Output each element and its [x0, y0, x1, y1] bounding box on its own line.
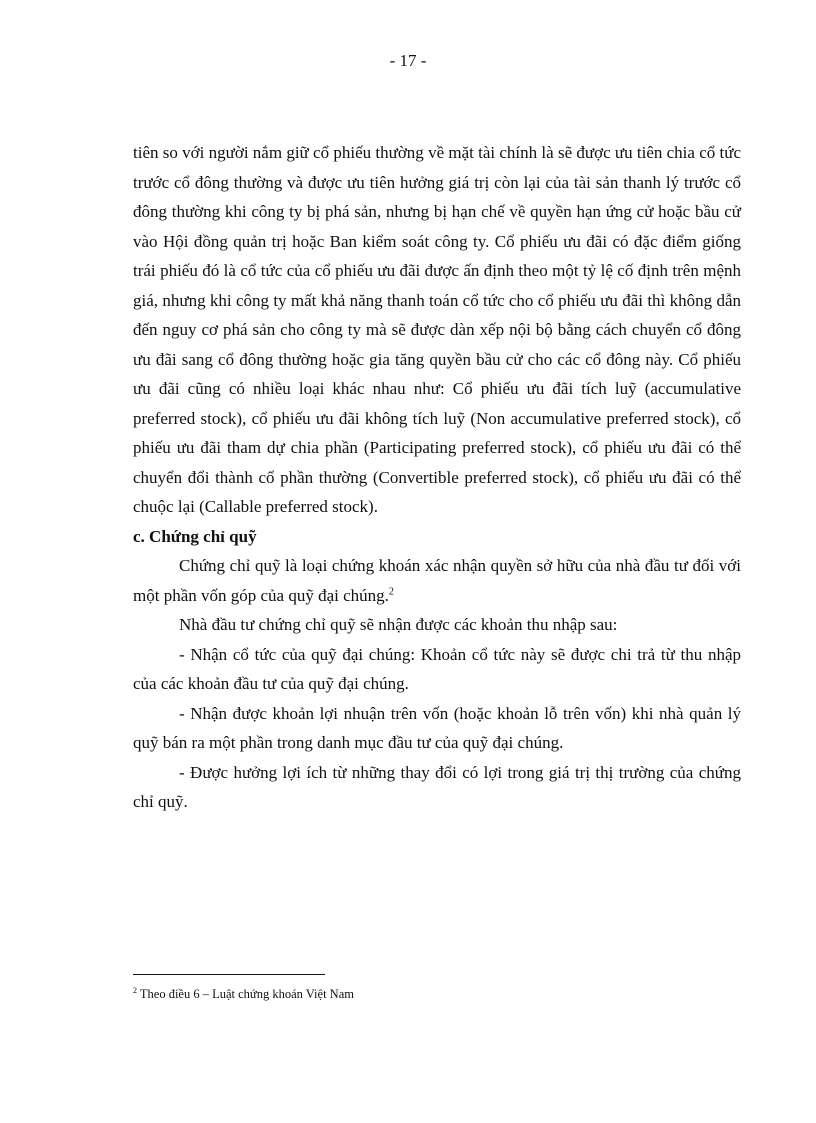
paragraph-fund-certificate-definition [133, 551, 741, 610]
footnote [133, 986, 741, 1002]
footnote-number: 2 [133, 985, 137, 995]
body-text [133, 138, 741, 817]
footnote-divider [133, 974, 325, 975]
footnote-text: Theo điều 6 – Luật chứng khoán Việt Nam [137, 987, 354, 1001]
paragraph-income-intro: Nhà đầu tư chứng chỉ quỹ sẽ nhận được các khoản thu nhập sau: [179, 615, 618, 634]
page-number: - 17 - [389, 51, 427, 70]
list-item-market-value: - Được hưởng lợi ích từ những thay đổi có lợi trong giá trị thị trường của chứng chỉ quỹ. [133, 762, 741, 811]
section-heading-fund-certificate: c. Chứng chỉ quỹ [133, 526, 257, 546]
paragraph-preferred-stock: tiên so với người nắm giữ cổ phiếu thường về mặt tài chính là sẽ được ưu tiên chia cổ tức trước cổ đông thường và được ưu tiên hưởng giá trị còn lại của tài sản thanh lý trước cổ đông thường khi công ty bị phá sản, nhưng bị hạn chế về quyền hạn ứng cử hoặc bầu cử vào Hội đồng quản trị hoặc Ban kiểm soát công ty. Cổ phiếu ưu đãi có đặc điểm giống trái phiếu đó là cổ tức của cổ phiếu ưu đãi được ấn định theo một tỷ lệ cố định trên mệnh giá, nhưng khi công ty mất khả năng thanh toán cổ tức cho cổ phiếu ưu đãi thì không dẫn đến nguy cơ phá sản cho công ty mà sẽ được dàn xếp nội bộ bằng cách chuyển cổ đông ưu đãi sang cổ đông thường hoặc gia tăng quyền bầu cử cho các cổ đông này. Cổ phiếu ưu đãi cũng có nhiều loại khác nhau như: Cổ phiếu ưu đãi tích luỹ (accumulative preferred stock), cổ phiếu ưu đãi không tích luỹ (Non accumulative preferred stock), cổ phiếu ưu đãi tham dự chia phần (Participating preferred stock), cổ phiếu ưu đãi có thể chuyển đổi thành cổ phần thường (Convertible preferred stock), cổ phiếu ưu đãi có thể chuộc lại (Callable preferred stock). [133, 143, 741, 516]
footnote-reference[interactable]: 2 [388, 585, 394, 597]
definition-text: Chứng chỉ quỹ là loại chứng khoán xác nhận quyền sở hữu của nhà đầu tư đối với một phần vốn góp của quỹ đại chúng. [133, 556, 741, 605]
list-item-capital-gain: - Nhận được khoản lợi nhuận trên vốn (hoặc khoản lỗ trên vốn) khi nhà quản lý quỹ bán ra một phần trong danh mục đầu tư của quỹ đại chúng. [133, 703, 741, 752]
list-item-dividend: - Nhận cổ tức của quỹ đại chúng: Khoản cổ tức này sẽ được chi trả từ thu nhập của các khoản đầu tư của quỹ đại chúng. [133, 644, 741, 693]
